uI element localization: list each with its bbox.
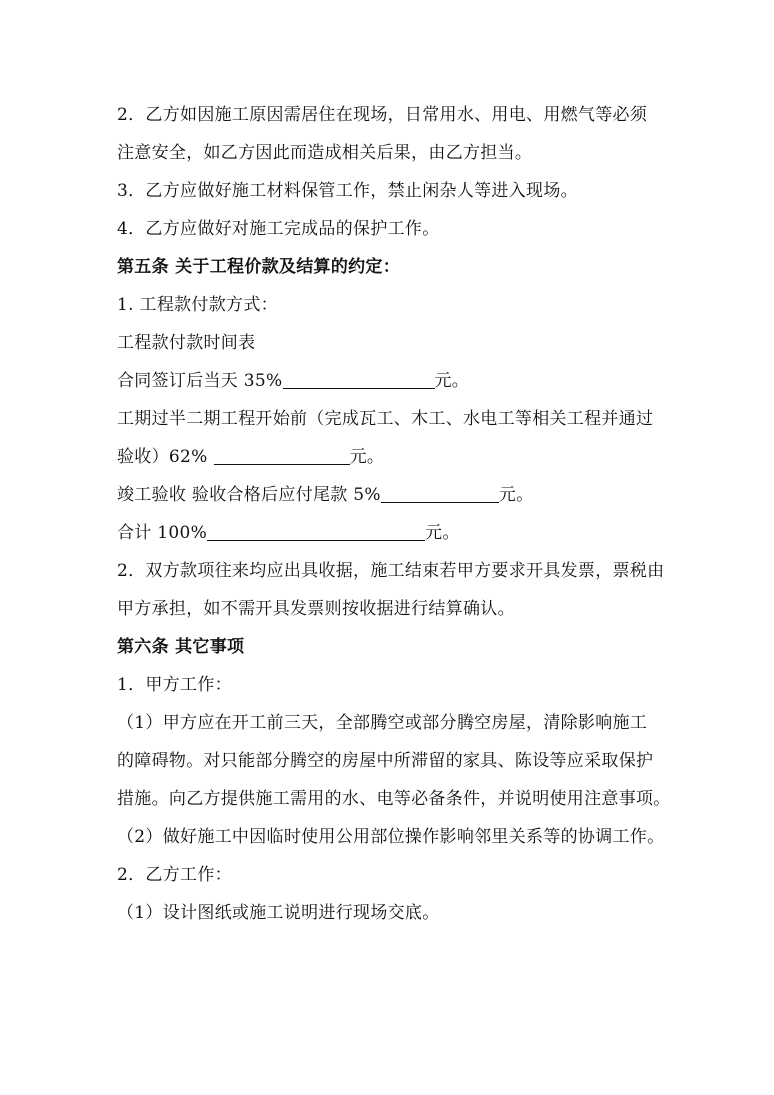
clause-text: 2．乙方如因施工原因需居住在现场，日常用水、用电、用燃气等必须 xyxy=(117,105,648,125)
amount-blank xyxy=(207,520,425,541)
payment-row-midterm xyxy=(117,438,697,476)
clause-text: 注意安全，如乙方因此而造成相关后果，由乙方担当。 xyxy=(117,143,533,163)
amount-blank xyxy=(214,444,350,465)
payment-row-signing xyxy=(117,362,697,400)
section-heading-article-5: 第五条 关于工程价款及结算的约定： xyxy=(117,257,401,277)
amount-blank xyxy=(283,368,435,389)
contract-page xyxy=(117,96,697,932)
clause-text: 措施。向乙方提供施工需用的水、电等必备条件，并说明使用注意事项。 xyxy=(117,789,671,809)
clause-text: （2）做好施工中因临时使用公用部位操作影响邻里关系等的协调工作。 xyxy=(117,827,665,847)
amount-blank xyxy=(381,482,499,503)
payment-row-label: 合计 100% xyxy=(117,523,208,543)
payment-row-total xyxy=(117,514,697,552)
clause-text: 2．乙方工作： xyxy=(117,865,232,885)
clause-text: 工期过半二期工程开始前（完成瓦工、木工、水电工等相关工程并通过 xyxy=(117,409,654,429)
payment-schedule-title: 工程款付款时间表 xyxy=(117,333,256,353)
section-heading-article-6: 第六条 其它事项 xyxy=(117,637,245,657)
clause-text: 4．乙方应做好对施工完成品的保护工作。 xyxy=(117,219,440,239)
clause-text: 1．甲方工作： xyxy=(117,675,232,695)
clause-text: 1. 工程款付款方式： xyxy=(117,295,278,315)
clause-text: （1）设计图纸或施工说明进行现场交底。 xyxy=(117,903,440,923)
clause-text: 3．乙方应做好施工材料保管工作，禁止闲杂人等进入现场。 xyxy=(117,181,578,201)
clause-text: 甲方承担，如不需开具发票则按收据进行结算确认。 xyxy=(117,599,515,619)
clause-text: （1）甲方应在开工前三天，全部腾空或部分腾空房屋，清除影响施工 xyxy=(117,713,648,733)
currency-unit: 元。 xyxy=(434,371,470,391)
payment-row-completion xyxy=(117,476,697,514)
payment-row-label: 合同签订后当天 35% xyxy=(117,371,283,391)
clause-text: 2．双方款项往来均应出具收据，施工结束若甲方要求开具发票，票税由 xyxy=(117,561,665,581)
currency-unit: 元。 xyxy=(498,485,534,505)
currency-unit: 元。 xyxy=(425,523,460,543)
clause-text: 的障碍物。对只能部分腾空的房屋中所滞留的家具、陈设等应采取保护 xyxy=(117,751,654,771)
payment-row-label: 竣工验收 验收合格后应付尾款 5% xyxy=(117,485,381,505)
payment-row-label: 验收）62% xyxy=(117,447,208,467)
currency-unit: 元。 xyxy=(349,447,385,467)
